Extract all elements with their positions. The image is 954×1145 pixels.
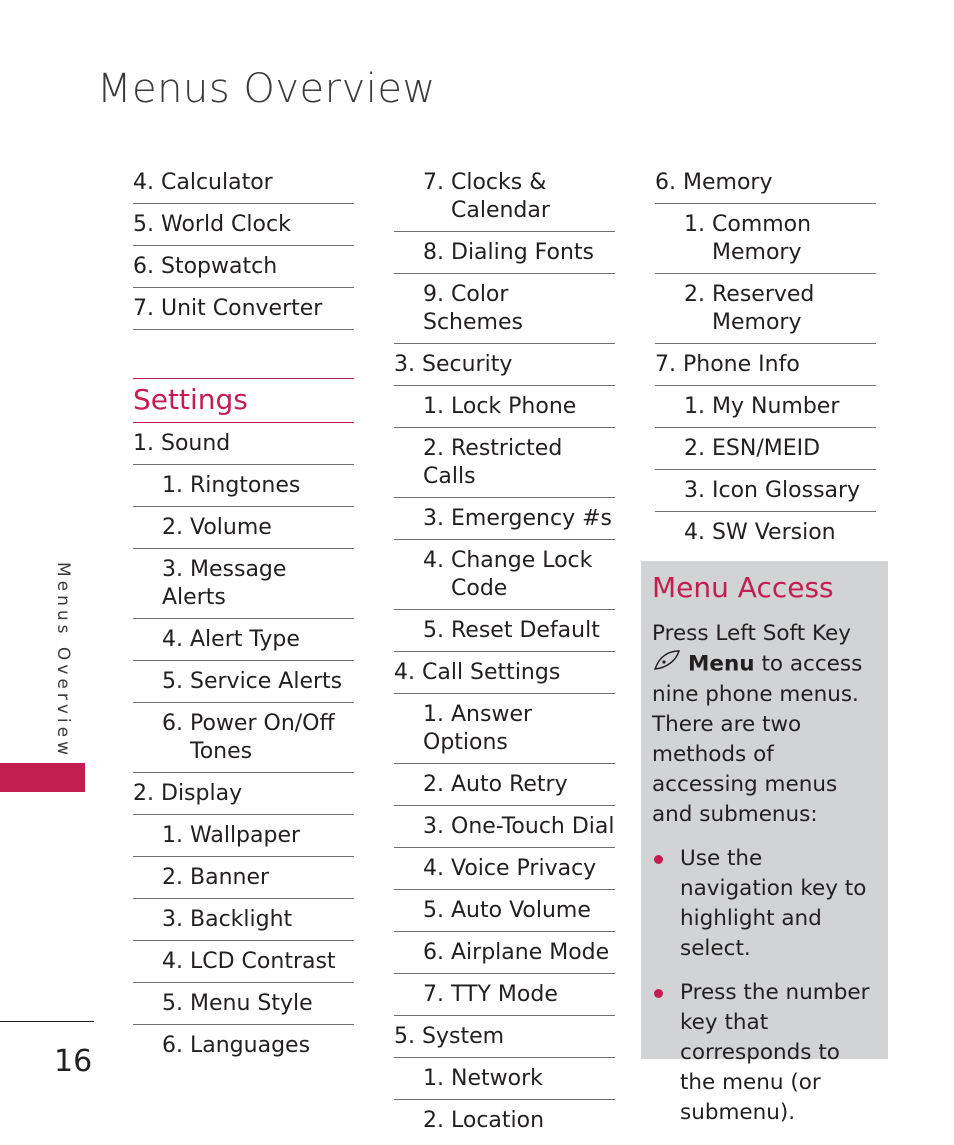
menu-access-title: Menu Access xyxy=(652,571,834,604)
menu-item: 4. Calculator xyxy=(133,162,354,204)
side-tab-marker xyxy=(0,763,85,792)
submenu-item: 4. Change Lock Code xyxy=(394,540,615,610)
submenu-item: 7. Clocks & Calendar xyxy=(394,162,615,232)
submenu-item: 5. Auto Volume xyxy=(394,890,615,932)
section-heading-settings: Settings xyxy=(133,378,354,423)
menu-item: 4. Call Settings xyxy=(394,652,615,694)
submenu-item: 9. Color Schemes xyxy=(394,274,615,344)
submenu-item: 2. Volume xyxy=(133,507,354,549)
submenu-item: 2. Restricted Calls xyxy=(394,428,615,498)
submenu-item: 1. My Number xyxy=(655,386,876,428)
submenu-item: 7. TTY Mode xyxy=(394,974,615,1016)
submenu-item: 1. Ringtones xyxy=(133,465,354,507)
submenu-item: 8. Dialing Fonts xyxy=(394,232,615,274)
menu-access-box xyxy=(641,561,888,1125)
submenu-item: 4. LCD Contrast xyxy=(133,941,354,983)
menu-item: 5. System xyxy=(394,1016,615,1058)
submenu-item: 2. Location xyxy=(423,1108,545,1133)
submenu-item: 3. One-Touch Dial xyxy=(394,806,615,848)
submenu-item: 3. Backlight xyxy=(133,899,354,941)
menu-item: 6. Memory xyxy=(655,162,876,204)
submenu-item: 1. Answer Options xyxy=(394,694,615,764)
soft-key-icon xyxy=(652,649,682,680)
submenu-item: 2. ESN/MEID xyxy=(655,428,876,470)
submenu-item: 2. Auto Retry xyxy=(394,764,615,806)
submenu-item: 6. Airplane Mode xyxy=(394,932,615,974)
menu-access-intro: Press Left Soft Key Menu to access nine phone menus. There are two methods of accessing menus and submenus: xyxy=(652,621,863,827)
submenu-item: 3. Emergency #s xyxy=(394,498,615,540)
submenu-item: 3. Icon Glossary xyxy=(655,470,876,512)
submenu-item: 1. Common Memory xyxy=(655,204,876,274)
bullet-item: Use the navigation key to highlight and select. xyxy=(652,844,880,964)
menu-column-1 xyxy=(133,162,354,1066)
submenu-item: 4. SW Version xyxy=(684,520,836,545)
submenu-item: 1. Network xyxy=(394,1058,615,1100)
submenu-item: 5. Menu Style xyxy=(133,983,354,1025)
side-section-label: Menus Overview xyxy=(53,562,73,759)
footer-divider xyxy=(0,1021,94,1022)
page-number: 16 xyxy=(54,1044,93,1079)
menu-item: 7. Unit Converter xyxy=(133,288,354,330)
menu-column-2 xyxy=(394,162,615,1141)
submenu-item: 6. Languages xyxy=(162,1033,311,1058)
menu-item: 1. Sound xyxy=(133,423,354,465)
menu-access-bullets xyxy=(652,844,880,1128)
submenu-item: 2. Banner xyxy=(133,857,354,899)
bullet-item: Press the number key that corresponds to the menu (or submenu). xyxy=(652,978,880,1128)
menu-item: 6. Stopwatch xyxy=(133,246,354,288)
menu-column-3 xyxy=(655,162,876,553)
menu-item: 7. Phone Info xyxy=(655,344,876,386)
submenu-item: 1. Wallpaper xyxy=(133,815,354,857)
menu-item: 2. Display xyxy=(133,773,354,815)
submenu-item: 6. Power On/Off Tones xyxy=(133,703,354,773)
submenu-item: 3. Message Alerts xyxy=(133,549,354,619)
submenu-item: 1. Lock Phone xyxy=(394,386,615,428)
submenu-item: 2. Reserved Memory xyxy=(655,274,876,344)
submenu-item: 4. Voice Privacy xyxy=(394,848,615,890)
submenu-item: 4. Alert Type xyxy=(133,619,354,661)
submenu-item: 5. Reset Default xyxy=(394,610,615,652)
menu-item: 5. World Clock xyxy=(133,204,354,246)
submenu-item: 5. Service Alerts xyxy=(133,661,354,703)
page-title: Menus Overview xyxy=(97,66,436,112)
menu-item: 3. Security xyxy=(394,344,615,386)
